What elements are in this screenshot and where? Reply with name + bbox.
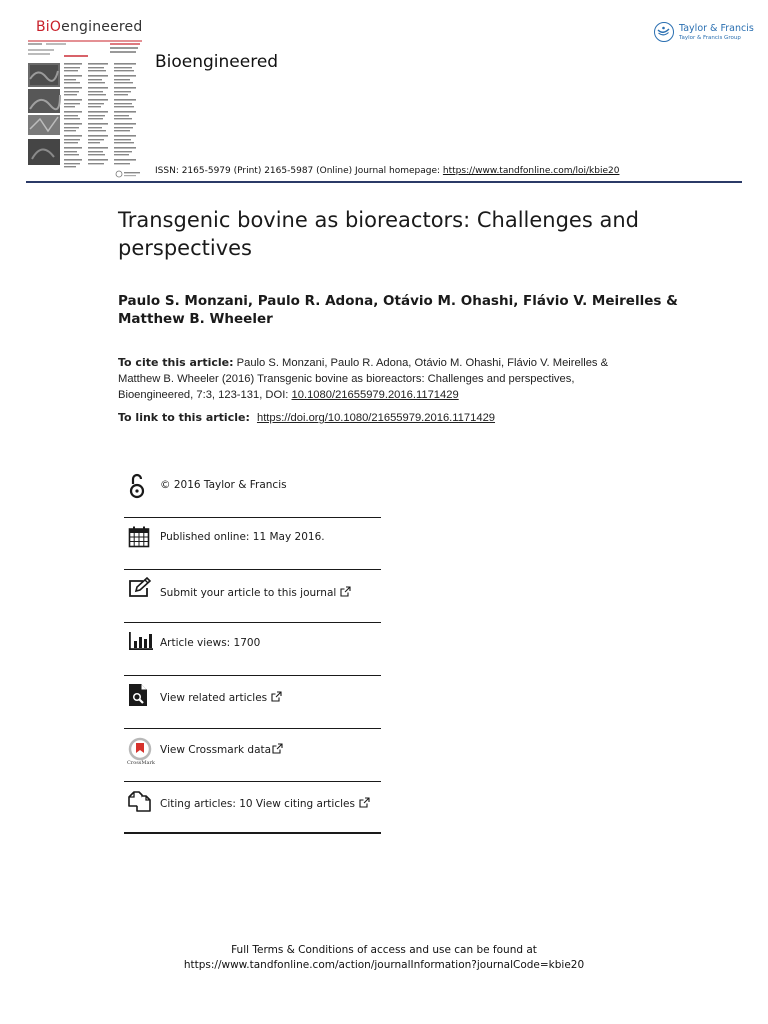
crossmark-link[interactable]: View Crossmark data bbox=[160, 743, 283, 756]
citation-text: Paulo S. Monzani, Paulo R. Adona, Otávio M. Ohashi, Flávio V. Meirelles & Matthew B. Wheeler (2016) Transgenic bovine as bioreactors: Challenges and perspectives, Bioengineered, 7:3, 123-131, DOI: bbox=[118, 357, 609, 401]
submit-article-link[interactable]: Submit your article to this journal bbox=[160, 586, 351, 599]
article-title: Transgenic bovine as bioreactors: Challenges and perspectives bbox=[118, 208, 639, 260]
related-articles-link[interactable]: View related articles bbox=[160, 691, 282, 704]
publisher-logo-subtitle: Taylor & Francis Group bbox=[679, 35, 741, 41]
crossmark-row[interactable] bbox=[124, 734, 381, 776]
publisher-logo bbox=[654, 22, 754, 48]
external-link-icon bbox=[340, 586, 351, 597]
citation-doi-link[interactable]: 10.1080/21655979.2016.1171429 bbox=[291, 389, 459, 401]
info-divider bbox=[124, 728, 381, 729]
published-date: Published online: 11 May 2016. bbox=[160, 531, 325, 543]
terms-footer-line-1: Full Terms & Conditions of access and use can be found at bbox=[231, 944, 537, 956]
article-views-row bbox=[124, 628, 381, 668]
info-divider bbox=[124, 675, 381, 676]
copyright-row bbox=[124, 470, 381, 504]
copy-documents-icon bbox=[128, 789, 152, 817]
external-link-icon bbox=[272, 743, 283, 754]
submit-article-row[interactable] bbox=[124, 575, 381, 615]
published-row bbox=[124, 522, 381, 562]
journal-homepage-link[interactable]: https://www.tandfonline.com/loi/kbie20 bbox=[442, 166, 620, 176]
journal-name: Bioengineered bbox=[155, 52, 279, 72]
journal-cover-thumbnail bbox=[26, 19, 144, 179]
article-authors: Paulo S. Monzani, Paulo R. Adona, Otávio M. Ohashi, Flávio V. Meirelles & Matthew B. Wheeler bbox=[118, 293, 678, 327]
publisher-logo-name: Taylor & Francis bbox=[679, 23, 754, 34]
info-divider bbox=[124, 781, 381, 782]
citation-block bbox=[118, 355, 648, 403]
related-articles-row[interactable] bbox=[124, 681, 381, 721]
terms-footer bbox=[0, 943, 768, 973]
terms-footer-url[interactable]: https://www.tandfonline.com/action/journalInformation?journalCode=kbie20 bbox=[183, 959, 585, 971]
info-divider bbox=[124, 622, 381, 623]
citing-articles-row[interactable] bbox=[124, 787, 381, 827]
external-link-icon bbox=[359, 797, 370, 808]
crossmark-icon bbox=[127, 737, 153, 771]
info-divider bbox=[124, 517, 381, 518]
citing-articles-link[interactable]: Citing articles: 10 View citing articles bbox=[160, 797, 370, 810]
external-link-icon bbox=[271, 691, 282, 702]
open-access-icon bbox=[128, 472, 146, 504]
cover-artwork bbox=[26, 19, 144, 179]
header-divider bbox=[26, 181, 742, 183]
publisher-logo-icon bbox=[654, 22, 674, 42]
issn-text: ISSN: 2165-5979 (Print) 2165-5987 (Online) Journal homepage: bbox=[155, 166, 443, 176]
edit-icon bbox=[128, 577, 152, 603]
info-bottom-divider bbox=[124, 832, 381, 834]
article-views: Article views: 1700 bbox=[160, 637, 261, 649]
crossmark-logo-text: CrossMark bbox=[127, 760, 155, 766]
copyright-text: © 2016 Taylor & Francis bbox=[160, 479, 287, 491]
bar-chart-icon bbox=[128, 631, 154, 655]
calendar-icon bbox=[128, 526, 150, 552]
article-link-block bbox=[118, 410, 678, 426]
citation-label: To cite this article: bbox=[118, 356, 234, 369]
info-divider bbox=[124, 569, 381, 570]
issn-line bbox=[155, 166, 619, 176]
article-link-label: To link to this article: bbox=[118, 411, 250, 424]
document-search-icon bbox=[128, 683, 148, 711]
article-doi-link[interactable]: https://doi.org/10.1080/21655979.2016.1171429 bbox=[256, 412, 496, 424]
cover-brand: BiOengineered bbox=[36, 19, 143, 35]
